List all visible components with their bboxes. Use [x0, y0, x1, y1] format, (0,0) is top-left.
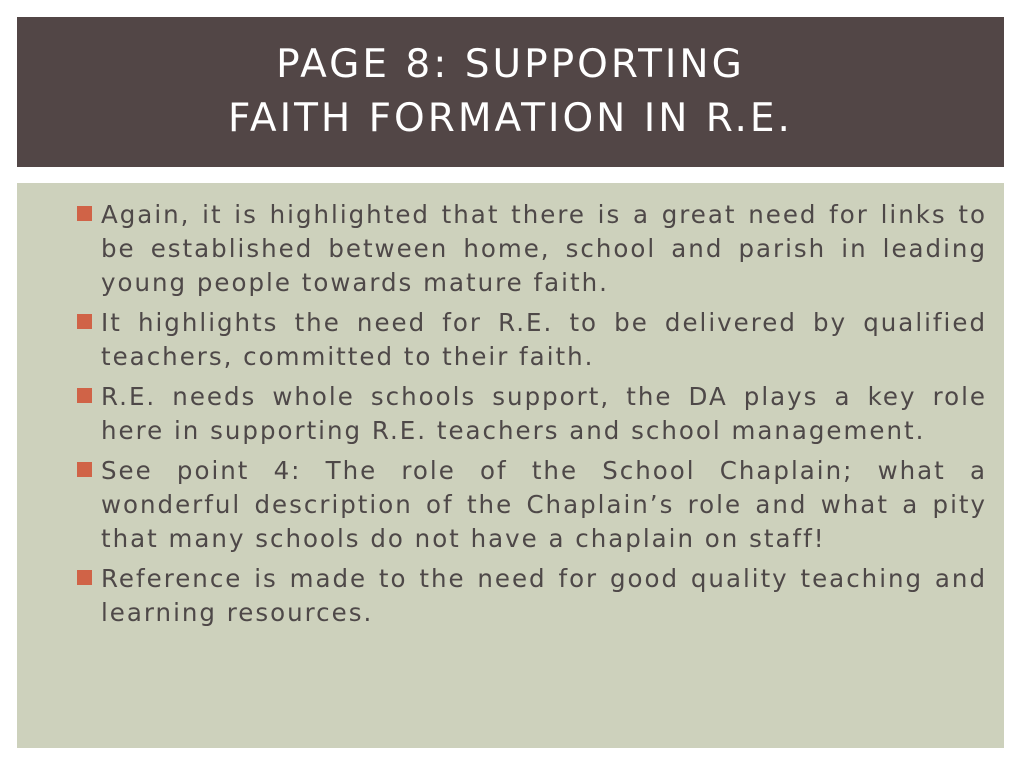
- bullet-item: [77, 306, 987, 374]
- square-bullet-icon: [77, 206, 92, 221]
- bullet-list: [77, 198, 987, 636]
- square-bullet-icon: [77, 462, 92, 477]
- bullet-item: [77, 198, 987, 300]
- bullet-text: Again, it is highlighted that there is a great need for links to be established between home, school and parish in leading young people towards mature faith.: [101, 200, 987, 297]
- slide-title: [228, 38, 793, 146]
- square-bullet-icon: [77, 388, 92, 403]
- bullet-text: R.E. needs whole schools support, the DA plays a key role here in supporting R.E. teachers and school management.: [101, 382, 987, 445]
- square-bullet-icon: [77, 314, 92, 329]
- bullet-item: [77, 454, 987, 556]
- bullet-text: See point 4: The role of the School Chaplain; what a wonderful description of the Chaplain’s role and what a pity that many schools do not have a chaplain on staff!: [101, 456, 987, 553]
- bullet-text: It highlights the need for R.E. to be delivered by qualified teachers, committed to their faith.: [101, 308, 987, 371]
- bullet-item: [77, 562, 987, 630]
- slide-title-line-2: FAITH FORMATION IN R.E.: [228, 96, 793, 141]
- bullet-item: [77, 380, 987, 448]
- content-area: [17, 183, 1004, 748]
- slide-title-line-1: PAGE 8: SUPPORTING: [276, 42, 745, 87]
- square-bullet-icon: [77, 570, 92, 585]
- bullet-text: Reference is made to the need for good quality teaching and learning resources.: [101, 564, 987, 627]
- title-bar: [17, 17, 1004, 167]
